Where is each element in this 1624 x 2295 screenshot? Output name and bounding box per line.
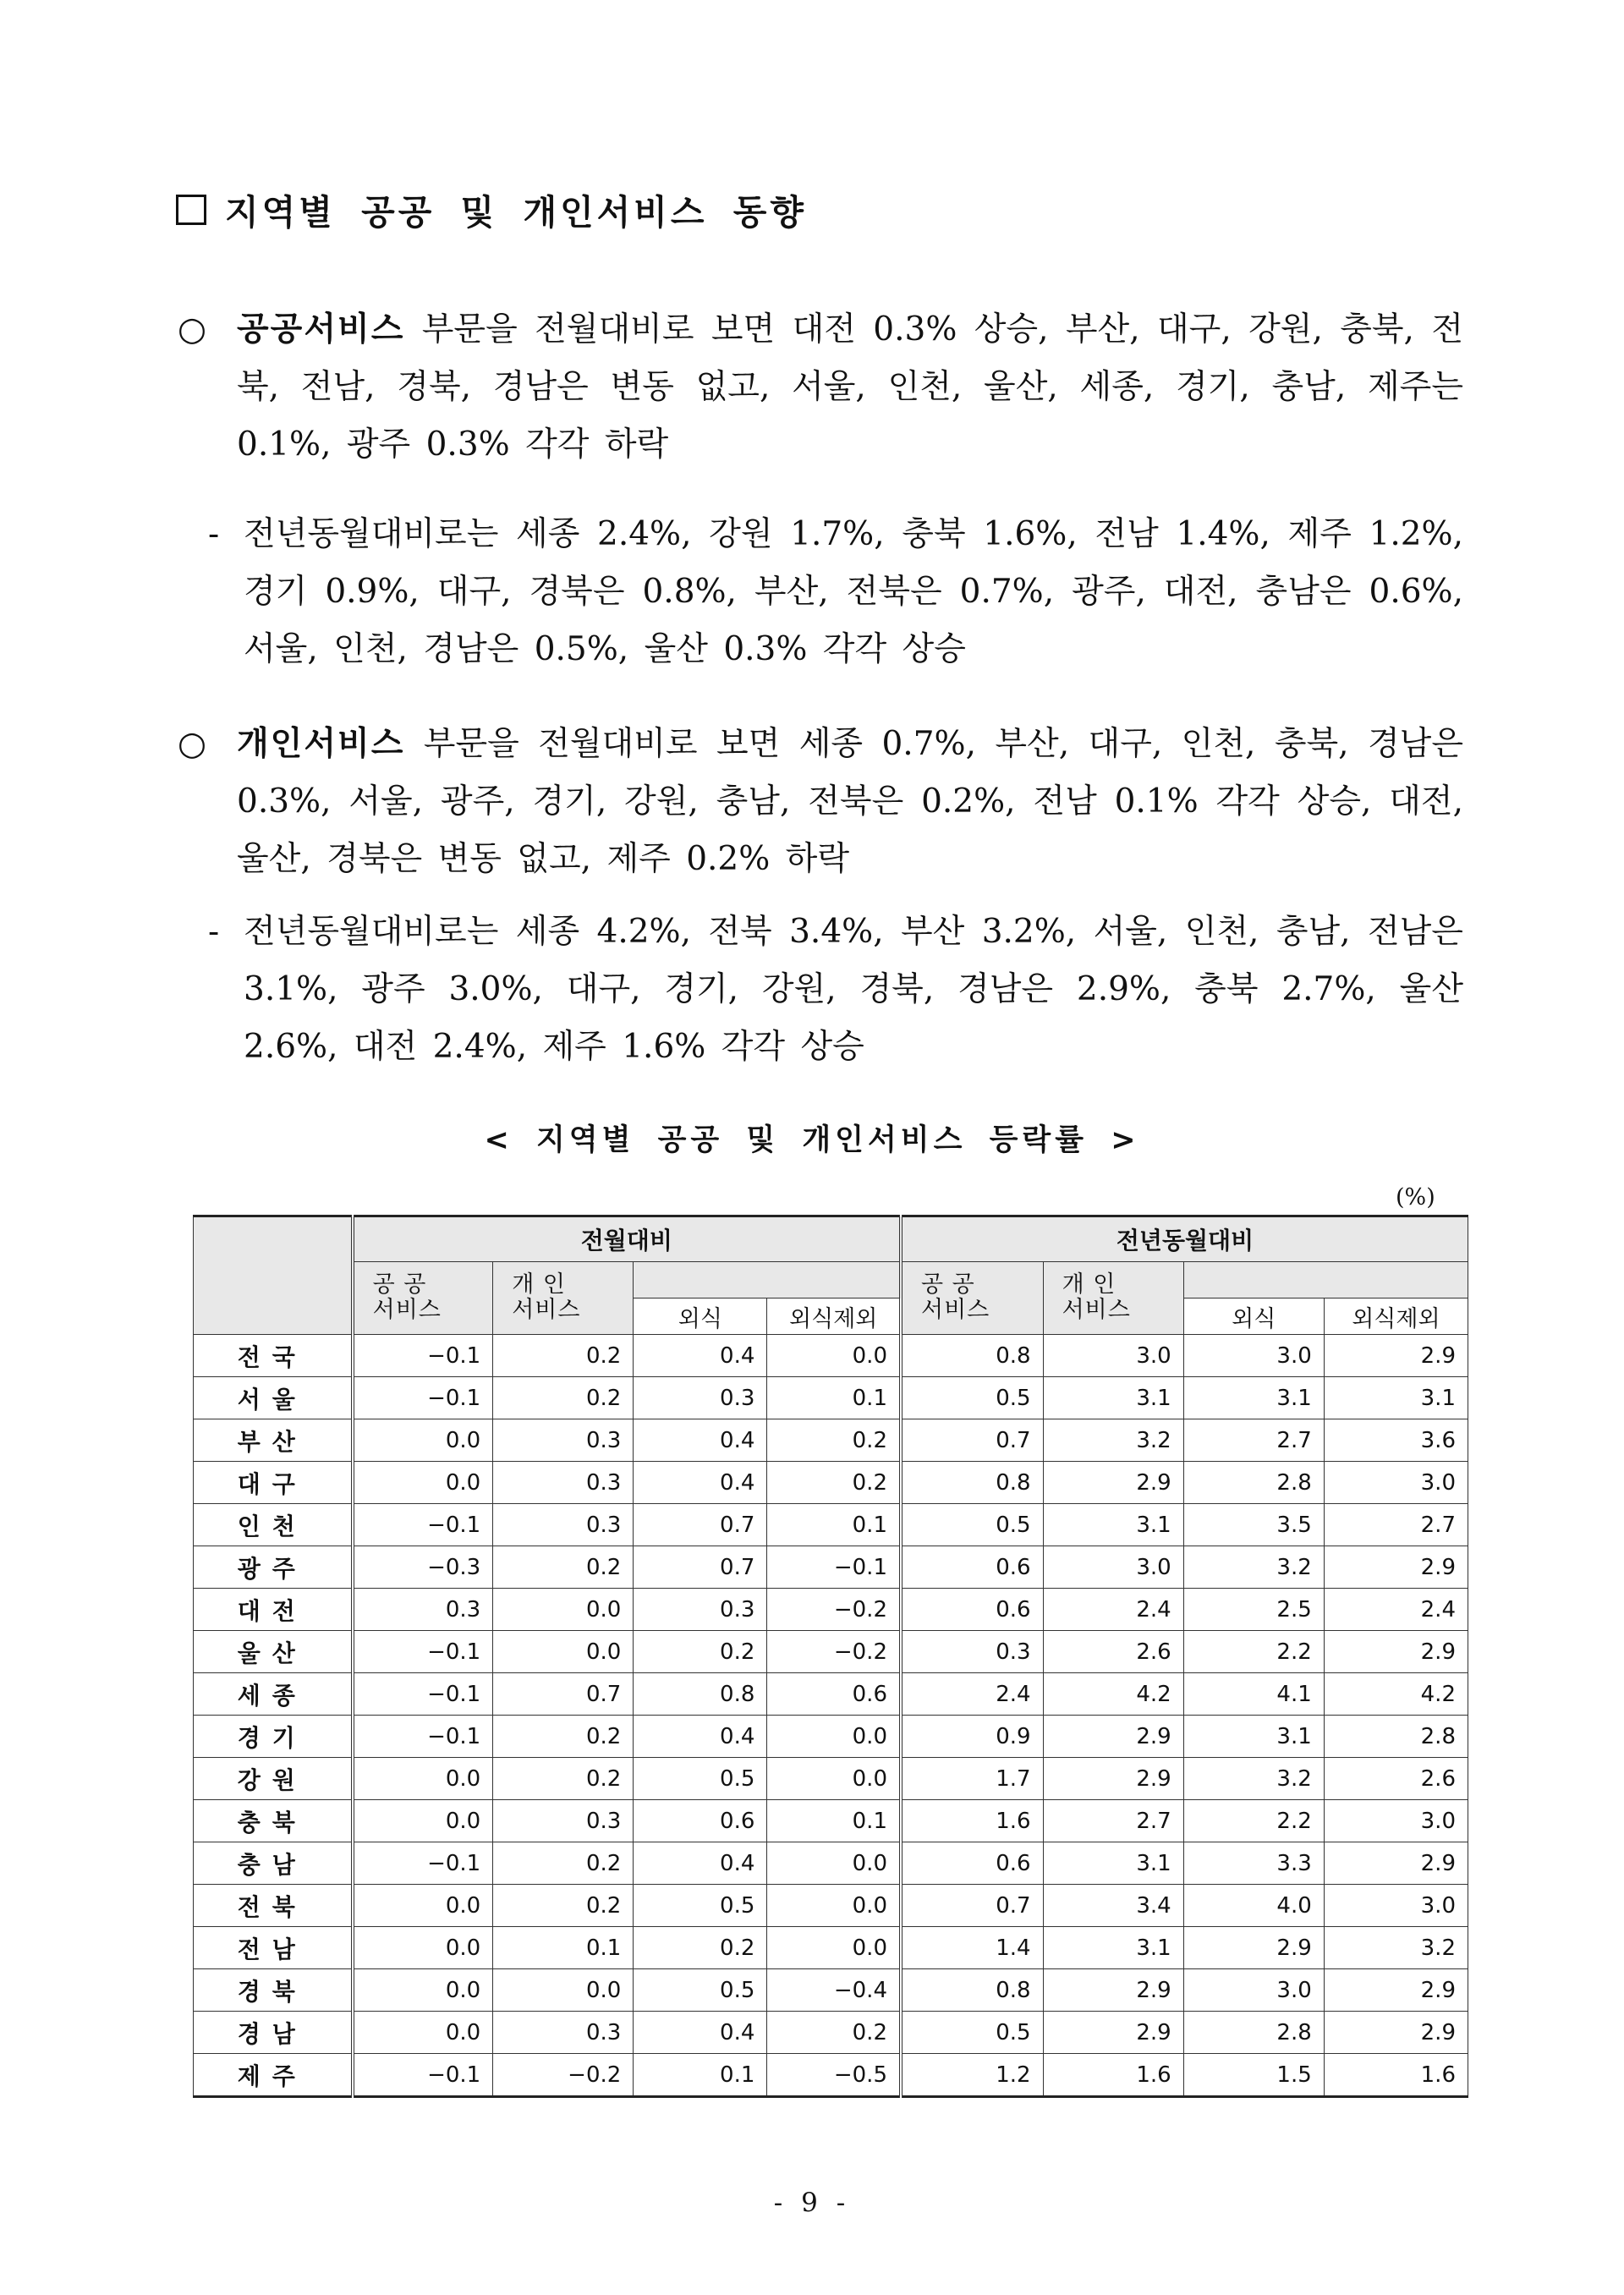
checkbox-square-icon bbox=[176, 195, 206, 225]
yoy-value-cell: 3.1 bbox=[1324, 1377, 1468, 1419]
mom-value-cell: 0.0 bbox=[767, 1927, 901, 1969]
yoy-value-cell: 3.0 bbox=[1043, 1335, 1183, 1377]
region-name: 충북 bbox=[194, 1800, 353, 1842]
paragraph-text: 전년동월대비로는 세종 2.4%, 강원 1.7%, 충북 1.6%, 전남 1.4%, 제주 1.2%, 경기 0.9%, 대구, 경북은 0.8%, 부산, 전북은 0.7%, 광주, 대전, 충남은 0.6%, 서울, 인천, 경남은 0.5%, 울산 0.3% 각각 상승 bbox=[244, 515, 1463, 668]
region-name: 제주 bbox=[194, 2054, 353, 2097]
yoy-value-cell: 4.1 bbox=[1183, 1673, 1324, 1716]
yoy-value-cell: 2.2 bbox=[1183, 1800, 1324, 1842]
yoy-value-cell: 1.5 bbox=[1183, 2054, 1324, 2097]
paragraph-public bbox=[178, 301, 1463, 474]
group-header-mom: 전월대비 bbox=[353, 1216, 901, 1262]
yoy-value-cell: 2.4 bbox=[1324, 1589, 1468, 1631]
table-row bbox=[194, 1504, 1468, 1546]
table-row bbox=[194, 1335, 1468, 1377]
mom-value-cell: 0.0 bbox=[353, 1927, 493, 1969]
yoy-value-cell: 0.8 bbox=[901, 1335, 1043, 1377]
mom-value-cell: 0.3 bbox=[493, 1800, 634, 1842]
yoy-value-cell: 3.0 bbox=[1183, 1335, 1324, 1377]
mom-value-cell: 0.2 bbox=[767, 1462, 901, 1504]
region-name: 경남 bbox=[194, 2012, 353, 2054]
yoy-value-cell: 3.6 bbox=[1324, 1419, 1468, 1462]
yoy-value-cell: 2.6 bbox=[1043, 1631, 1183, 1673]
mom-value-cell: 0.6 bbox=[634, 1800, 767, 1842]
yoy-value-cell: 3.2 bbox=[1183, 1546, 1324, 1589]
mom-value-cell: −0.1 bbox=[353, 1335, 493, 1377]
yoy-value-cell: 3.2 bbox=[1043, 1419, 1183, 1462]
section-heading bbox=[176, 184, 807, 234]
mom-value-cell: 0.0 bbox=[353, 2012, 493, 2054]
mom-value-cell: −0.3 bbox=[353, 1546, 493, 1589]
table-row bbox=[194, 1377, 1468, 1419]
mom-value-cell: 0.5 bbox=[634, 1758, 767, 1800]
mom-value-cell: 0.0 bbox=[767, 1716, 901, 1758]
yoy-value-cell: 0.6 bbox=[901, 1589, 1043, 1631]
yoy-value-cell: 2.8 bbox=[1183, 1462, 1324, 1504]
yoy-value-cell: 3.2 bbox=[1183, 1758, 1324, 1800]
col-header-public: 공 공 서비스 bbox=[353, 1262, 493, 1335]
mom-value-cell: 0.1 bbox=[634, 2054, 767, 2097]
mom-value-cell: −0.2 bbox=[767, 1589, 901, 1631]
table-row bbox=[194, 1546, 1468, 1589]
yoy-value-cell: 2.9 bbox=[1043, 2012, 1183, 2054]
col-header-public: 공 공 서비스 bbox=[901, 1262, 1043, 1335]
yoy-value-cell: 3.1 bbox=[1183, 1377, 1324, 1419]
mom-value-cell: 0.0 bbox=[767, 1885, 901, 1927]
mom-value-cell: 0.0 bbox=[493, 1631, 634, 1673]
yoy-value-cell: 3.2 bbox=[1324, 1927, 1468, 1969]
mom-value-cell: 0.0 bbox=[353, 1462, 493, 1504]
header-corner bbox=[194, 1216, 353, 1335]
mom-value-cell: 0.0 bbox=[767, 1842, 901, 1885]
mom-value-cell: 0.2 bbox=[493, 1842, 634, 1885]
mom-value-cell: −0.1 bbox=[353, 1631, 493, 1673]
table-row bbox=[194, 1589, 1468, 1631]
yoy-value-cell: 1.6 bbox=[901, 1800, 1043, 1842]
yoy-value-cell: 3.1 bbox=[1043, 1927, 1183, 1969]
yoy-value-cell: 0.8 bbox=[901, 1462, 1043, 1504]
mom-value-cell: 0.8 bbox=[634, 1673, 767, 1716]
mom-value-cell: 0.1 bbox=[767, 1504, 901, 1546]
yoy-value-cell: 2.9 bbox=[1043, 1716, 1183, 1758]
yoy-value-cell: 2.2 bbox=[1183, 1631, 1324, 1673]
region-name: 대전 bbox=[194, 1589, 353, 1631]
mom-value-cell: 0.3 bbox=[493, 1419, 634, 1462]
region-name: 세종 bbox=[194, 1673, 353, 1716]
region-name: 대구 bbox=[194, 1462, 353, 1504]
mom-value-cell: −0.1 bbox=[767, 1546, 901, 1589]
region-name: 서울 bbox=[194, 1377, 353, 1419]
table-title: < 지역별 공공 및 개인서비스 등락률 > bbox=[484, 1123, 1140, 1157]
region-name: 경기 bbox=[194, 1716, 353, 1758]
table-row bbox=[194, 1885, 1468, 1927]
yoy-value-cell: 1.6 bbox=[1324, 2054, 1468, 2097]
mom-value-cell: 0.1 bbox=[767, 1800, 901, 1842]
mom-value-cell: 0.6 bbox=[767, 1673, 901, 1716]
yoy-value-cell: 2.7 bbox=[1324, 1504, 1468, 1546]
yoy-value-cell: 2.6 bbox=[1324, 1758, 1468, 1800]
paragraph-private-yoy bbox=[208, 903, 1463, 1076]
col-header-spacer bbox=[1183, 1262, 1468, 1298]
yoy-value-cell: 2.7 bbox=[1043, 1800, 1183, 1842]
region-name: 충남 bbox=[194, 1842, 353, 1885]
mom-value-cell: −0.4 bbox=[767, 1969, 901, 2012]
region-name: 부산 bbox=[194, 1419, 353, 1462]
yoy-value-cell: 3.1 bbox=[1183, 1716, 1324, 1758]
mom-value-cell: 0.0 bbox=[353, 1800, 493, 1842]
yoy-value-cell: 2.4 bbox=[901, 1673, 1043, 1716]
col-header-private: 개 인 서비스 bbox=[493, 1262, 634, 1335]
region-name: 울산 bbox=[194, 1631, 353, 1673]
mom-value-cell: 0.4 bbox=[634, 1462, 767, 1504]
yoy-value-cell: 1.2 bbox=[901, 2054, 1043, 2097]
mom-value-cell: 0.5 bbox=[634, 1969, 767, 2012]
yoy-value-cell: 2.9 bbox=[1324, 1631, 1468, 1673]
col-header-excl-dining: 외식제외 bbox=[767, 1298, 901, 1335]
mom-value-cell: 0.2 bbox=[767, 2012, 901, 2054]
yoy-value-cell: 2.9 bbox=[1324, 1546, 1468, 1589]
yoy-value-cell: 3.4 bbox=[1043, 1885, 1183, 1927]
mom-value-cell: 0.1 bbox=[767, 1377, 901, 1419]
yoy-value-cell: 0.6 bbox=[901, 1546, 1043, 1589]
yoy-value-cell: 2.9 bbox=[1324, 2012, 1468, 2054]
col-header-private: 개 인 서비스 bbox=[1043, 1262, 1183, 1335]
col-header-spacer bbox=[634, 1262, 901, 1298]
regional-rates-table bbox=[193, 1215, 1468, 2098]
yoy-value-cell: 2.8 bbox=[1183, 2012, 1324, 2054]
paragraph-public-yoy bbox=[208, 506, 1463, 678]
mom-value-cell: 0.0 bbox=[767, 1758, 901, 1800]
yoy-value-cell: 2.5 bbox=[1183, 1589, 1324, 1631]
yoy-value-cell: 2.9 bbox=[1043, 1969, 1183, 2012]
paragraph-text: 부문을 전월대비로 보면 세종 0.7%, 부산, 대구, 인천, 충북, 경남은 0.3%, 서울, 광주, 경기, 강원, 충남, 전북은 0.2%, 전남 0.1% 각각 상승, 대전, 울산, 경북은 변동 없고, 제주 0.2% 하락 bbox=[237, 725, 1463, 878]
mom-value-cell: 0.3 bbox=[634, 1377, 767, 1419]
yoy-value-cell: 0.7 bbox=[901, 1419, 1043, 1462]
mom-value-cell: 0.2 bbox=[493, 1885, 634, 1927]
dash-bullet: - bbox=[208, 913, 220, 951]
mom-value-cell: 0.7 bbox=[634, 1546, 767, 1589]
yoy-value-cell: 3.1 bbox=[1043, 1504, 1183, 1546]
mom-value-cell: 0.0 bbox=[353, 1969, 493, 2012]
mom-value-cell: 0.0 bbox=[493, 1589, 634, 1631]
mom-value-cell: 0.4 bbox=[634, 1716, 767, 1758]
mom-value-cell: 0.7 bbox=[493, 1673, 634, 1716]
page-number: - 9 - bbox=[773, 2188, 851, 2218]
yoy-value-cell: 2.9 bbox=[1183, 1927, 1324, 1969]
yoy-value-cell: 3.1 bbox=[1043, 1842, 1183, 1885]
mom-value-cell: −0.1 bbox=[353, 2054, 493, 2097]
table-row bbox=[194, 2012, 1468, 2054]
yoy-value-cell: 2.9 bbox=[1324, 1335, 1468, 1377]
table-unit: (%) bbox=[1396, 1184, 1435, 1211]
table-row bbox=[194, 2054, 1468, 2097]
yoy-value-cell: 1.6 bbox=[1043, 2054, 1183, 2097]
yoy-value-cell: 2.9 bbox=[1043, 1758, 1183, 1800]
mom-value-cell: 0.3 bbox=[353, 1589, 493, 1631]
yoy-value-cell: 3.1 bbox=[1043, 1377, 1183, 1419]
mom-value-cell: −0.1 bbox=[353, 1377, 493, 1419]
mom-value-cell: 0.3 bbox=[493, 1462, 634, 1504]
mom-value-cell: −0.1 bbox=[353, 1673, 493, 1716]
mom-value-cell: −0.2 bbox=[493, 2054, 634, 2097]
table-row bbox=[194, 1673, 1468, 1716]
yoy-value-cell: 0.9 bbox=[901, 1716, 1043, 1758]
circle-bullet: ○ bbox=[178, 310, 207, 349]
mom-value-cell: 0.2 bbox=[493, 1377, 634, 1419]
yoy-value-cell: 2.9 bbox=[1324, 1842, 1468, 1885]
mom-value-cell: 0.3 bbox=[634, 1589, 767, 1631]
yoy-value-cell: 2.9 bbox=[1043, 1462, 1183, 1504]
yoy-value-cell: 0.6 bbox=[901, 1842, 1043, 1885]
mom-value-cell: 0.4 bbox=[634, 2012, 767, 2054]
yoy-value-cell: 0.5 bbox=[901, 2012, 1043, 2054]
yoy-value-cell: 4.2 bbox=[1043, 1673, 1183, 1716]
mom-value-cell: 0.7 bbox=[634, 1504, 767, 1546]
yoy-value-cell: 0.8 bbox=[901, 1969, 1043, 2012]
mom-value-cell: 0.2 bbox=[493, 1546, 634, 1589]
mom-value-cell: −0.1 bbox=[353, 1842, 493, 1885]
col-header-dining: 외식 bbox=[634, 1298, 767, 1335]
mom-value-cell: 0.0 bbox=[353, 1758, 493, 1800]
yoy-value-cell: 0.7 bbox=[901, 1885, 1043, 1927]
mom-value-cell: 0.3 bbox=[493, 2012, 634, 2054]
mom-value-cell: 0.2 bbox=[767, 1419, 901, 1462]
region-name: 경북 bbox=[194, 1969, 353, 2012]
yoy-value-cell: 2.7 bbox=[1183, 1419, 1324, 1462]
mom-value-cell: 0.4 bbox=[634, 1842, 767, 1885]
dash-bullet: - bbox=[208, 515, 220, 553]
col-header-excl-dining: 외식제외 bbox=[1324, 1298, 1468, 1335]
yoy-value-cell: 3.0 bbox=[1324, 1885, 1468, 1927]
mom-value-cell: 0.2 bbox=[493, 1758, 634, 1800]
yoy-value-cell: 2.9 bbox=[1324, 1969, 1468, 2012]
mom-value-cell: −0.5 bbox=[767, 2054, 901, 2097]
yoy-value-cell: 3.0 bbox=[1324, 1462, 1468, 1504]
lead-private: 개인서비스 bbox=[237, 725, 405, 763]
group-header-yoy: 전년동월대비 bbox=[901, 1216, 1468, 1262]
yoy-value-cell: 0.5 bbox=[901, 1504, 1043, 1546]
region-name: 인천 bbox=[194, 1504, 353, 1546]
yoy-value-cell: 3.0 bbox=[1183, 1969, 1324, 2012]
table-row bbox=[194, 1758, 1468, 1800]
mom-value-cell: 0.2 bbox=[493, 1716, 634, 1758]
table-row bbox=[194, 1716, 1468, 1758]
table-row bbox=[194, 1631, 1468, 1673]
col-header-dining: 외식 bbox=[1183, 1298, 1324, 1335]
mom-value-cell: 0.1 bbox=[493, 1927, 634, 1969]
region-name: 광주 bbox=[194, 1546, 353, 1589]
paragraph-text: 전년동월대비로는 세종 4.2%, 전북 3.4%, 부산 3.2%, 서울, 인천, 충남, 전남은 3.1%, 광주 3.0%, 대구, 경기, 강원, 경북, 경남은 2.9%, 충북 2.7%, 울산 2.6%, 대전 2.4%, 제주 1.6% 각각 상승 bbox=[244, 913, 1463, 1066]
mom-value-cell: 0.4 bbox=[634, 1419, 767, 1462]
region-name: 강원 bbox=[194, 1758, 353, 1800]
mom-value-cell: 0.0 bbox=[353, 1885, 493, 1927]
paragraph-text: 부문을 전월대비로 보면 대전 0.3% 상승, 부산, 대구, 강원, 충북, 전북, 전남, 경북, 경남은 변동 없고, 서울, 인천, 울산, 세종, 경기, 충남, 제주는 0.1%, 광주 0.3% 각각 하락 bbox=[237, 310, 1463, 464]
mom-value-cell: 0.0 bbox=[493, 1969, 634, 2012]
mom-value-cell: −0.1 bbox=[353, 1716, 493, 1758]
mom-value-cell: −0.1 bbox=[353, 1504, 493, 1546]
circle-bullet: ○ bbox=[178, 725, 207, 763]
region-name: 전북 bbox=[194, 1885, 353, 1927]
heading-text: 지역별 공공 및 개인서비스 동향 bbox=[225, 192, 807, 233]
mom-value-cell: 0.0 bbox=[353, 1419, 493, 1462]
mom-value-cell: 0.3 bbox=[493, 1504, 634, 1546]
table-row bbox=[194, 1419, 1468, 1462]
table-row bbox=[194, 1800, 1468, 1842]
region-name: 전국 bbox=[194, 1335, 353, 1377]
yoy-value-cell: 2.4 bbox=[1043, 1589, 1183, 1631]
lead-public: 공공서비스 bbox=[237, 310, 405, 349]
mom-value-cell: 0.4 bbox=[634, 1335, 767, 1377]
yoy-value-cell: 3.0 bbox=[1324, 1800, 1468, 1842]
yoy-value-cell: 4.2 bbox=[1324, 1673, 1468, 1716]
yoy-value-cell: 0.5 bbox=[901, 1377, 1043, 1419]
yoy-value-cell: 3.0 bbox=[1043, 1546, 1183, 1589]
yoy-value-cell: 1.7 bbox=[901, 1758, 1043, 1800]
mom-value-cell: 0.2 bbox=[634, 1631, 767, 1673]
mom-value-cell: 0.2 bbox=[634, 1927, 767, 1969]
paragraph-private bbox=[178, 716, 1463, 888]
mom-value-cell: −0.2 bbox=[767, 1631, 901, 1673]
table-row bbox=[194, 1842, 1468, 1885]
mom-value-cell: 0.5 bbox=[634, 1885, 767, 1927]
yoy-value-cell: 4.0 bbox=[1183, 1885, 1324, 1927]
yoy-value-cell: 3.5 bbox=[1183, 1504, 1324, 1546]
yoy-value-cell: 1.4 bbox=[901, 1927, 1043, 1969]
yoy-value-cell: 3.3 bbox=[1183, 1842, 1324, 1885]
table-row bbox=[194, 1462, 1468, 1504]
yoy-value-cell: 2.8 bbox=[1324, 1716, 1468, 1758]
region-name: 전남 bbox=[194, 1927, 353, 1969]
table-row bbox=[194, 1969, 1468, 2012]
mom-value-cell: 0.2 bbox=[493, 1335, 634, 1377]
mom-value-cell: 0.0 bbox=[767, 1335, 901, 1377]
table-row bbox=[194, 1927, 1468, 1969]
yoy-value-cell: 0.3 bbox=[901, 1631, 1043, 1673]
